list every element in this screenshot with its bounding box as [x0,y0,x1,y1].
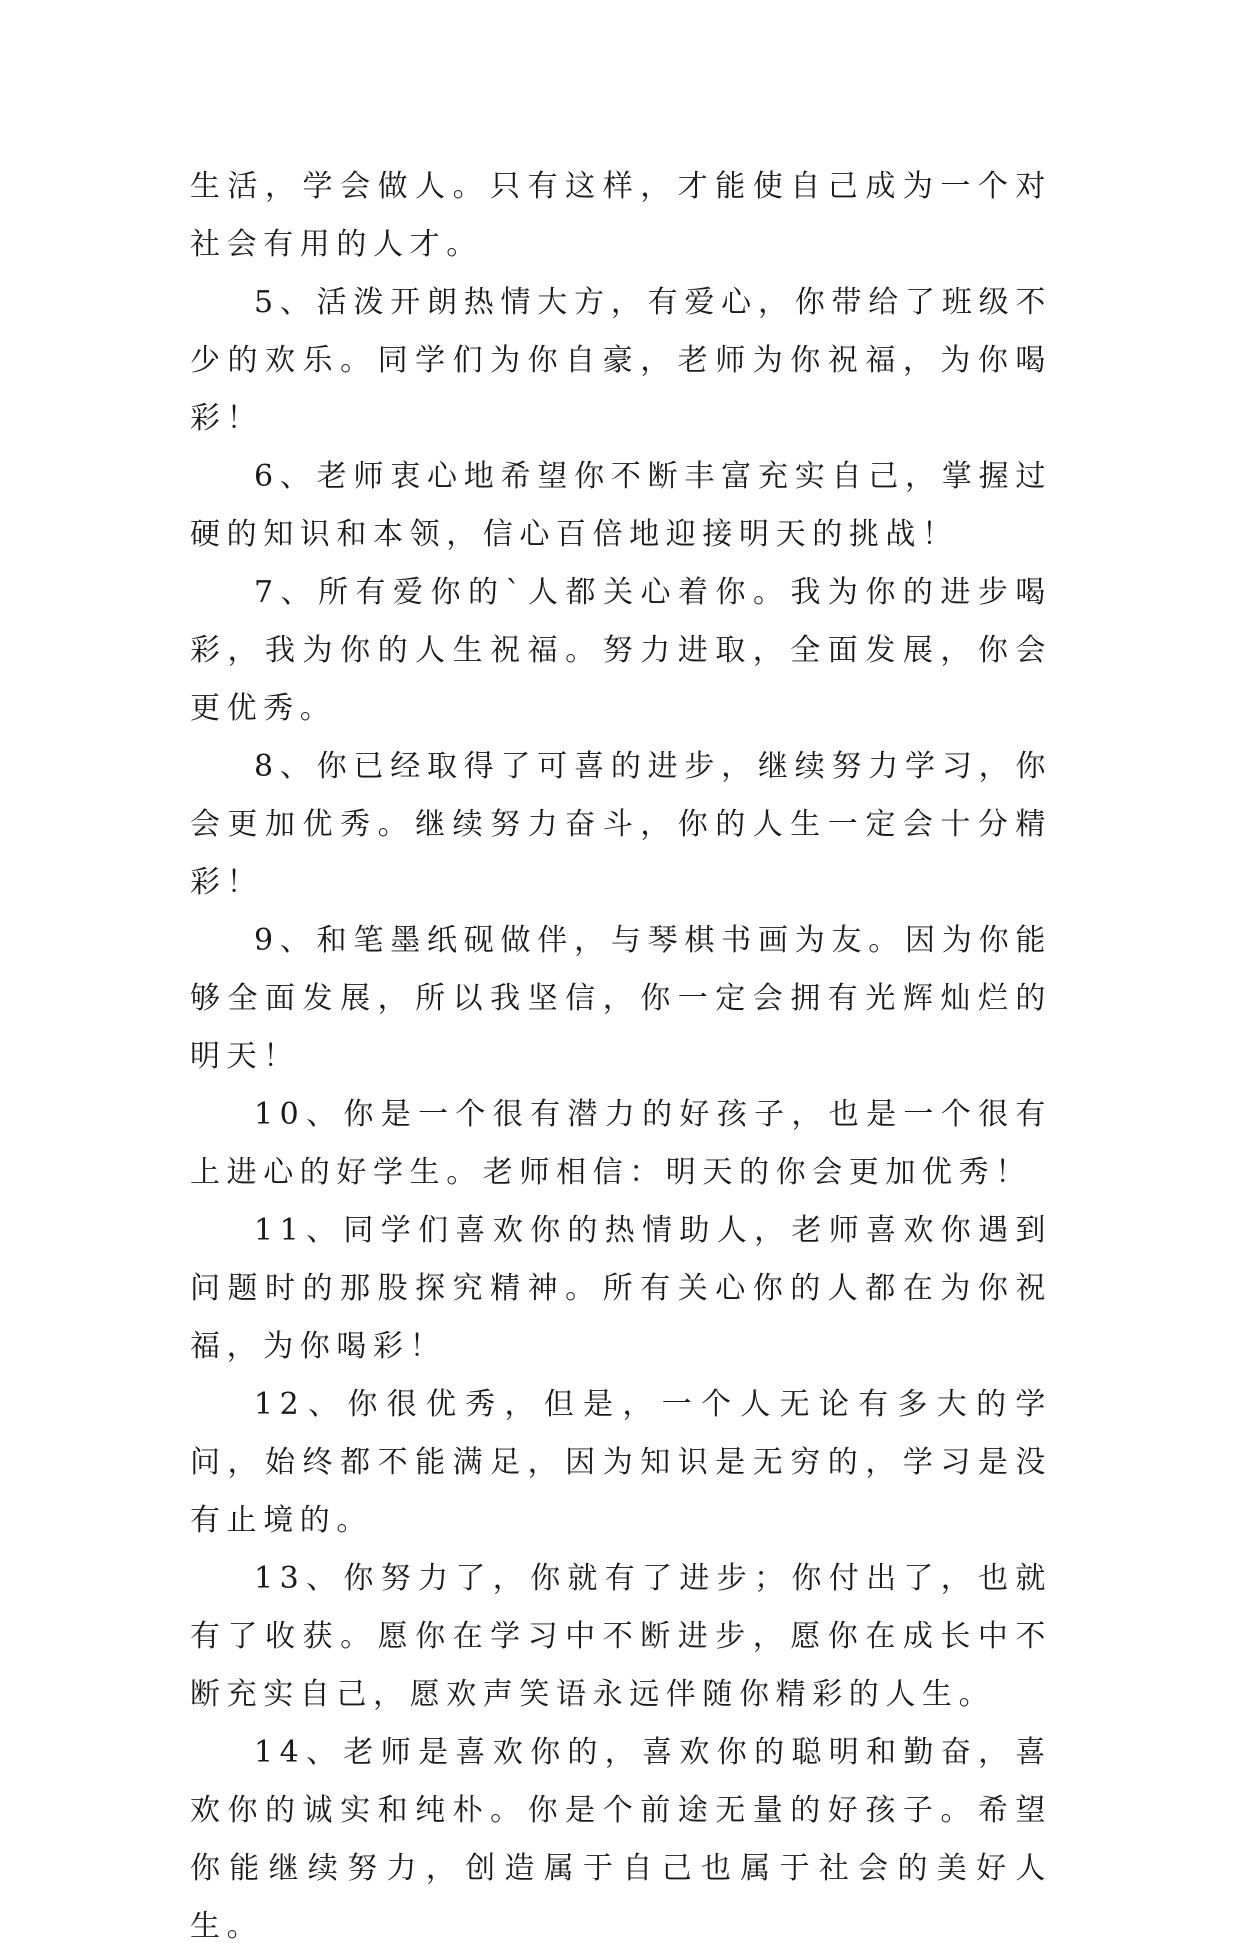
document-body [190,158,1052,1956]
paragraph-item-9: 9、和笔墨纸砚做伴，与琴棋书画为友。因为你能够全面发展，所以我坚信，你一定会拥有光辉灿烂的明天！ [190,923,1052,1074]
paragraph-item-5: 5、活泼开朗热情大方，有爱心，你带给了班级不少的欢乐。同学们为你自豪，老师为你祝福，为你喝彩！ [190,285,1052,436]
paragraph-item-14: 14、老师是喜欢你的，喜欢你的聪明和勤奋，喜欢你的诚实和纯朴。你是个前途无量的好孩子。希望你能继续努力，创造属于自己也属于社会的美好人生。 [190,1735,1052,1944]
paragraph-item-6: 6、老师衷心地希望你不断丰富充实自己，掌握过硬的知识和本领，信心百倍地迎接明天的挑战！ [190,459,1052,552]
paragraph-item-8: 8、你已经取得了可喜的进步，继续努力学习，你会更加优秀。继续努力奋斗，你的人生一定会十分精彩！ [190,749,1052,900]
paragraph-continuation: 生活，学会做人。只有这样，才能使自己成为一个对社会有用的人才。 [190,169,1052,262]
paragraph-item-11: 11、同学们喜欢你的热情助人，老师喜欢你遇到问题时的那股探究精神。所有关心你的人都在为你祝福，为你喝彩！ [190,1213,1052,1364]
paragraph-item-13: 13、你努力了，你就有了进步；你付出了，也就有了收获。愿你在学习中不断进步，愿你在成长中不断充实自己，愿欢声笑语永远伴随你精彩的人生。 [190,1561,1052,1712]
paragraph-item-12: 12、你很优秀，但是，一个人无论有多大的学问，始终都不能满足，因为知识是无穷的，学习是没有止境的。 [190,1387,1052,1538]
paragraph-item-10: 10、你是一个很有潜力的好孩子，也是一个很有上进心的好学生。老师相信：明天的你会更加优秀！ [190,1097,1052,1190]
paragraph-item-7: 7、所有爱你的`人都关心着你。我为你的进步喝彩，我为你的人生祝福。努力进取，全面发展，你会更优秀。 [190,575,1052,726]
